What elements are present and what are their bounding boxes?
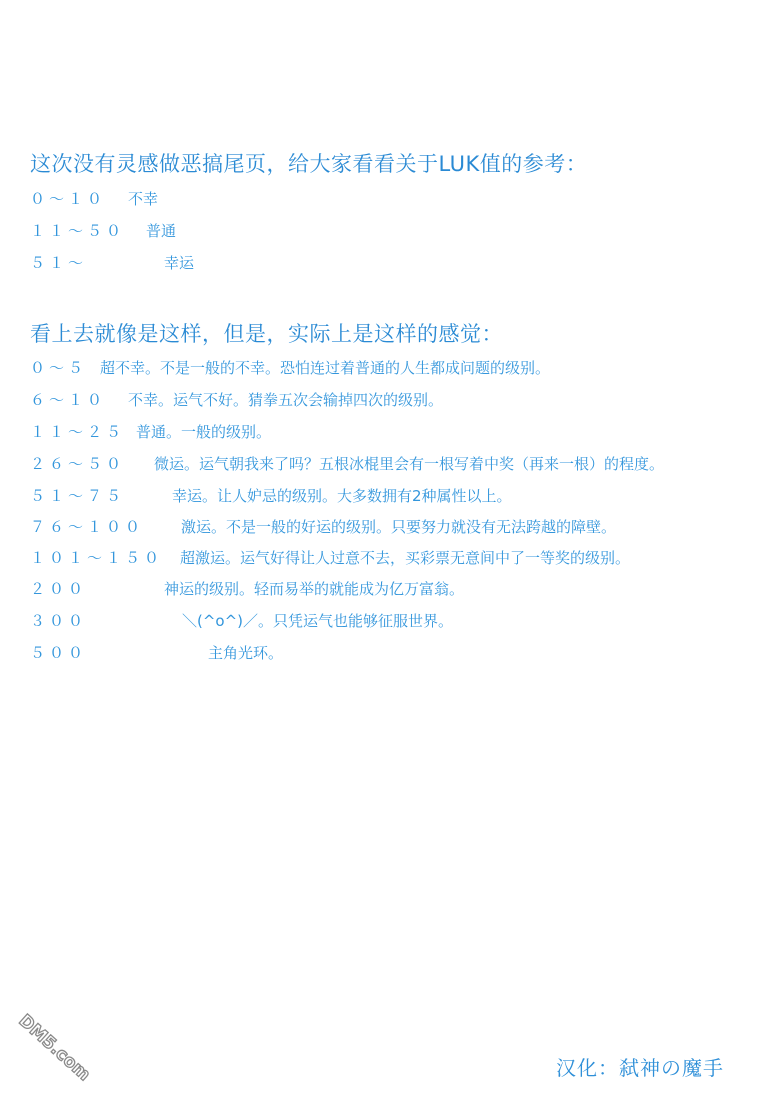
- intro-desc: 普通: [146, 222, 177, 240]
- detail-range: １０１～１５０: [30, 549, 164, 567]
- detail-range: ５００: [30, 644, 88, 662]
- detail-desc: 主角光环。: [208, 644, 284, 662]
- detail-desc: 微运。运气朝我来了吗？五根冰棍里会有一根写着中奖（再来一根）的程度。: [154, 455, 665, 473]
- detail-desc: 不幸。运气不好。猜拳五次会输掉四次的级别。: [128, 391, 444, 409]
- detail-desc: 普通。一般的级别。: [136, 423, 272, 441]
- intro-range: ５１～: [30, 254, 88, 272]
- intro-desc: 不幸: [128, 190, 159, 208]
- detail-range: ２６～５０: [30, 455, 126, 473]
- detail-range: ７６～１００: [30, 518, 145, 536]
- detail-range: ５１～７５: [30, 487, 126, 505]
- detail-range: ３００: [30, 612, 88, 630]
- detail-range: ２００: [30, 580, 88, 598]
- detail-range: ６～１０: [30, 391, 107, 409]
- detail-desc: 激运。不是一般的好运的级别。只要努力就没有无法跨越的障壁。: [181, 518, 617, 536]
- dm5-logo-watermark: [10, 1000, 100, 1090]
- intro-heading: 这次没有灵感做恶搞尾页，给大家看看关于LUK值的参考：: [30, 152, 588, 176]
- detail-desc: 超激运。运气好得让人过意不去，买彩票无意间中了一等奖的级别。: [180, 549, 631, 567]
- detail-heading: 看上去就像是这样，但是，实际上是这样的感觉：: [30, 322, 503, 346]
- intro-range: １１～５０: [30, 222, 126, 240]
- detail-range: ０～５: [30, 359, 88, 377]
- translation-credit: 汉化：弑神の魔手: [556, 1056, 724, 1080]
- intro-range: ０～１０: [30, 190, 107, 208]
- detail-range: １１～２５: [30, 423, 126, 441]
- watermark-text: DM5.com: [14, 1010, 95, 1086]
- detail-desc: 神运的级别。轻而易举的就能成为亿万富翁。: [164, 580, 465, 598]
- intro-desc: 幸运: [164, 254, 195, 272]
- detail-desc: 幸运。让人妒忌的级别。大多数拥有2种属性以上。: [172, 487, 512, 505]
- detail-desc: ＼(^o^)／。只凭运气也能够征服世界。: [182, 612, 454, 630]
- detail-desc: 超不幸。不是一般的不幸。恐怕连过着普通的人生都成问题的级别。: [100, 359, 551, 377]
